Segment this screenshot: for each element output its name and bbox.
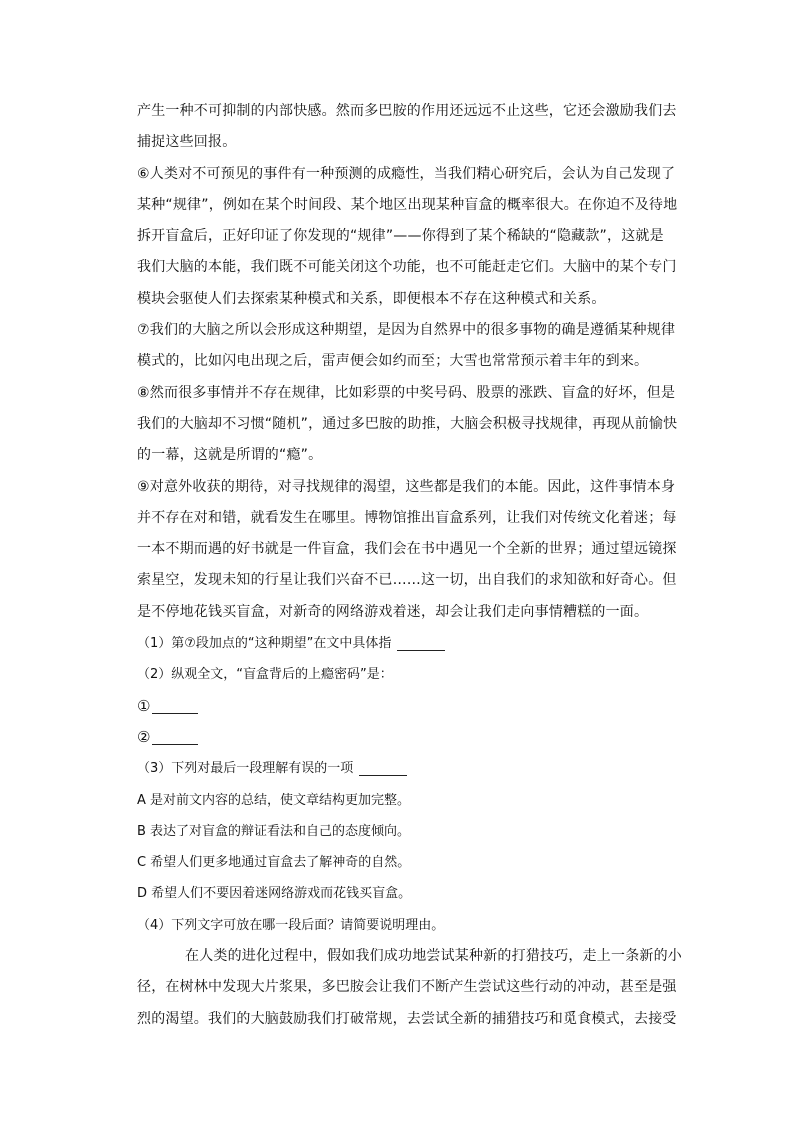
text-line: 我们的大脑却不习惯“随机”，通过多巴胺的助推，大脑会积极寻找规律，再现从前愉快: [137, 415, 678, 432]
text-line: 产生一种不可抑制的内部快感。然而多巴胺的作用还远远不止这些，它还会激励我们去: [137, 103, 677, 119]
text-line: 并不存在对和错，就看发生在哪里。博物馆推出盲盒系列，让我们对传统文化着迷；每: [137, 509, 677, 526]
text-line: 拆开盲盒后，正好印证了你发现的“规律”——你得到了某个稀缺的“隐藏款”，这就是: [137, 228, 664, 245]
question-3-text: （3）下列对最后一段理解有误的一项: [137, 761, 354, 777]
text-line: 我们大脑的本能，我们既不可能关闭这个功能，也不可能赶走它们。大脑中的某个专门: [137, 259, 677, 276]
answer-blank-q3[interactable]: [359, 761, 407, 776]
answer-blank-q2-2[interactable]: [152, 730, 198, 745]
question-2: [137, 659, 667, 690]
text-line: 在人类的进化过程中，假如我们成功地尝试某种新的打猎技巧，走上一条新的小: [185, 948, 682, 965]
text-line: 捕捉这些回报。: [137, 134, 237, 151]
paragraph-7: [137, 315, 676, 378]
question-2-item-2: [137, 722, 667, 753]
text-line: 模式的，比如闪电出现之后，雷声便会如约而至；大雪也常常预示着丰年的到来。: [137, 353, 649, 370]
paragraph-6: [137, 159, 678, 315]
text-line: ⑧然而很多事情并不存在规律，比如彩票的中奖号码、股票的涨跌、盲盒的好坏，但是: [137, 384, 676, 401]
text-line: ⑨对意外收获的期待，对寻找规律的渴望，这些都是我们的本能。因此，这件事情本身: [137, 478, 676, 495]
text-line: 径，在树林中发现大片浆果，多巴胺会让我们不断产生尝试这些行动的冲动，甚至是强: [137, 979, 677, 996]
question-3: [137, 753, 667, 784]
question-4: [137, 910, 667, 941]
text-line: 一本不期而遇的好书就是一件盲盒，我们会在书中遇见一个全新的世界；通过望远镜探: [137, 541, 677, 558]
text-line: ⑥人类对不可预见的事件有一种预测的成瘾性，当我们精心研究后，会认为自己发现了: [137, 165, 676, 182]
question-1-text: （1）第⑦段加点的“这种期望”在文中具体指: [137, 636, 392, 652]
question-2-item-1: [137, 691, 667, 722]
answer-blank-q2-1[interactable]: [152, 699, 198, 714]
paragraph-intro: [137, 96, 677, 159]
answer-blank-q1[interactable]: [397, 636, 445, 651]
question-4-text: （4）下列文字可放在哪一段后面？请简要说明理由。: [137, 917, 445, 933]
option-b: B 表达了对盲盒的辩证看法和自己的态度倾向。: [137, 823, 411, 839]
text-line: ⑦我们的大脑之所以会形成这种期望，是因为自然界中的很多事物的确是遵循某种规律: [137, 322, 676, 339]
paragraph-8: [137, 378, 678, 472]
text-line: 索星空，发现未知的行星让我们兴奋不已……这一切，出自我们的求知欲和好奇心。但: [137, 572, 677, 589]
question-1: [137, 628, 667, 659]
quote-paragraph: [137, 941, 682, 1035]
text-line: 某种“规律”，例如在某个时间段、某个地区出现某种盲盒的概率很大。在你迫不及待地: [137, 196, 678, 213]
text-line: 的一幕，这就是所谓的“瘾”。: [137, 447, 323, 464]
question-2-text: （2）纵观全文，“盲盒背后的上瘾密码”是：: [137, 667, 393, 683]
text-line: 是不停地花钱买盲盒，对新奇的网络游戏着迷，却会让我们走向事情糟糕的一面。: [137, 603, 649, 620]
paragraph-9: [137, 472, 677, 628]
option-c: C 希望人们更多地通过盲盒去了解神奇的自然。: [137, 855, 411, 871]
option-d: D 希望人们不要因着迷网络游戏而花钱买盲盒。: [137, 886, 412, 902]
text-line: 烈的渴望。我们的大脑鼓励我们打破常规，去尝试全新的捕猎技巧和觅食模式，去接受: [137, 1010, 677, 1027]
document-content: [137, 96, 682, 1035]
item-number: ①: [137, 696, 151, 715]
item-number: ②: [137, 727, 151, 746]
option-a: A 是对前文内容的总结，使文章结构更加完整。: [137, 792, 411, 808]
text-line: 模块会驱使人们去探索某种模式和关系，即便根本不存在这种模式和关系。: [137, 290, 606, 307]
